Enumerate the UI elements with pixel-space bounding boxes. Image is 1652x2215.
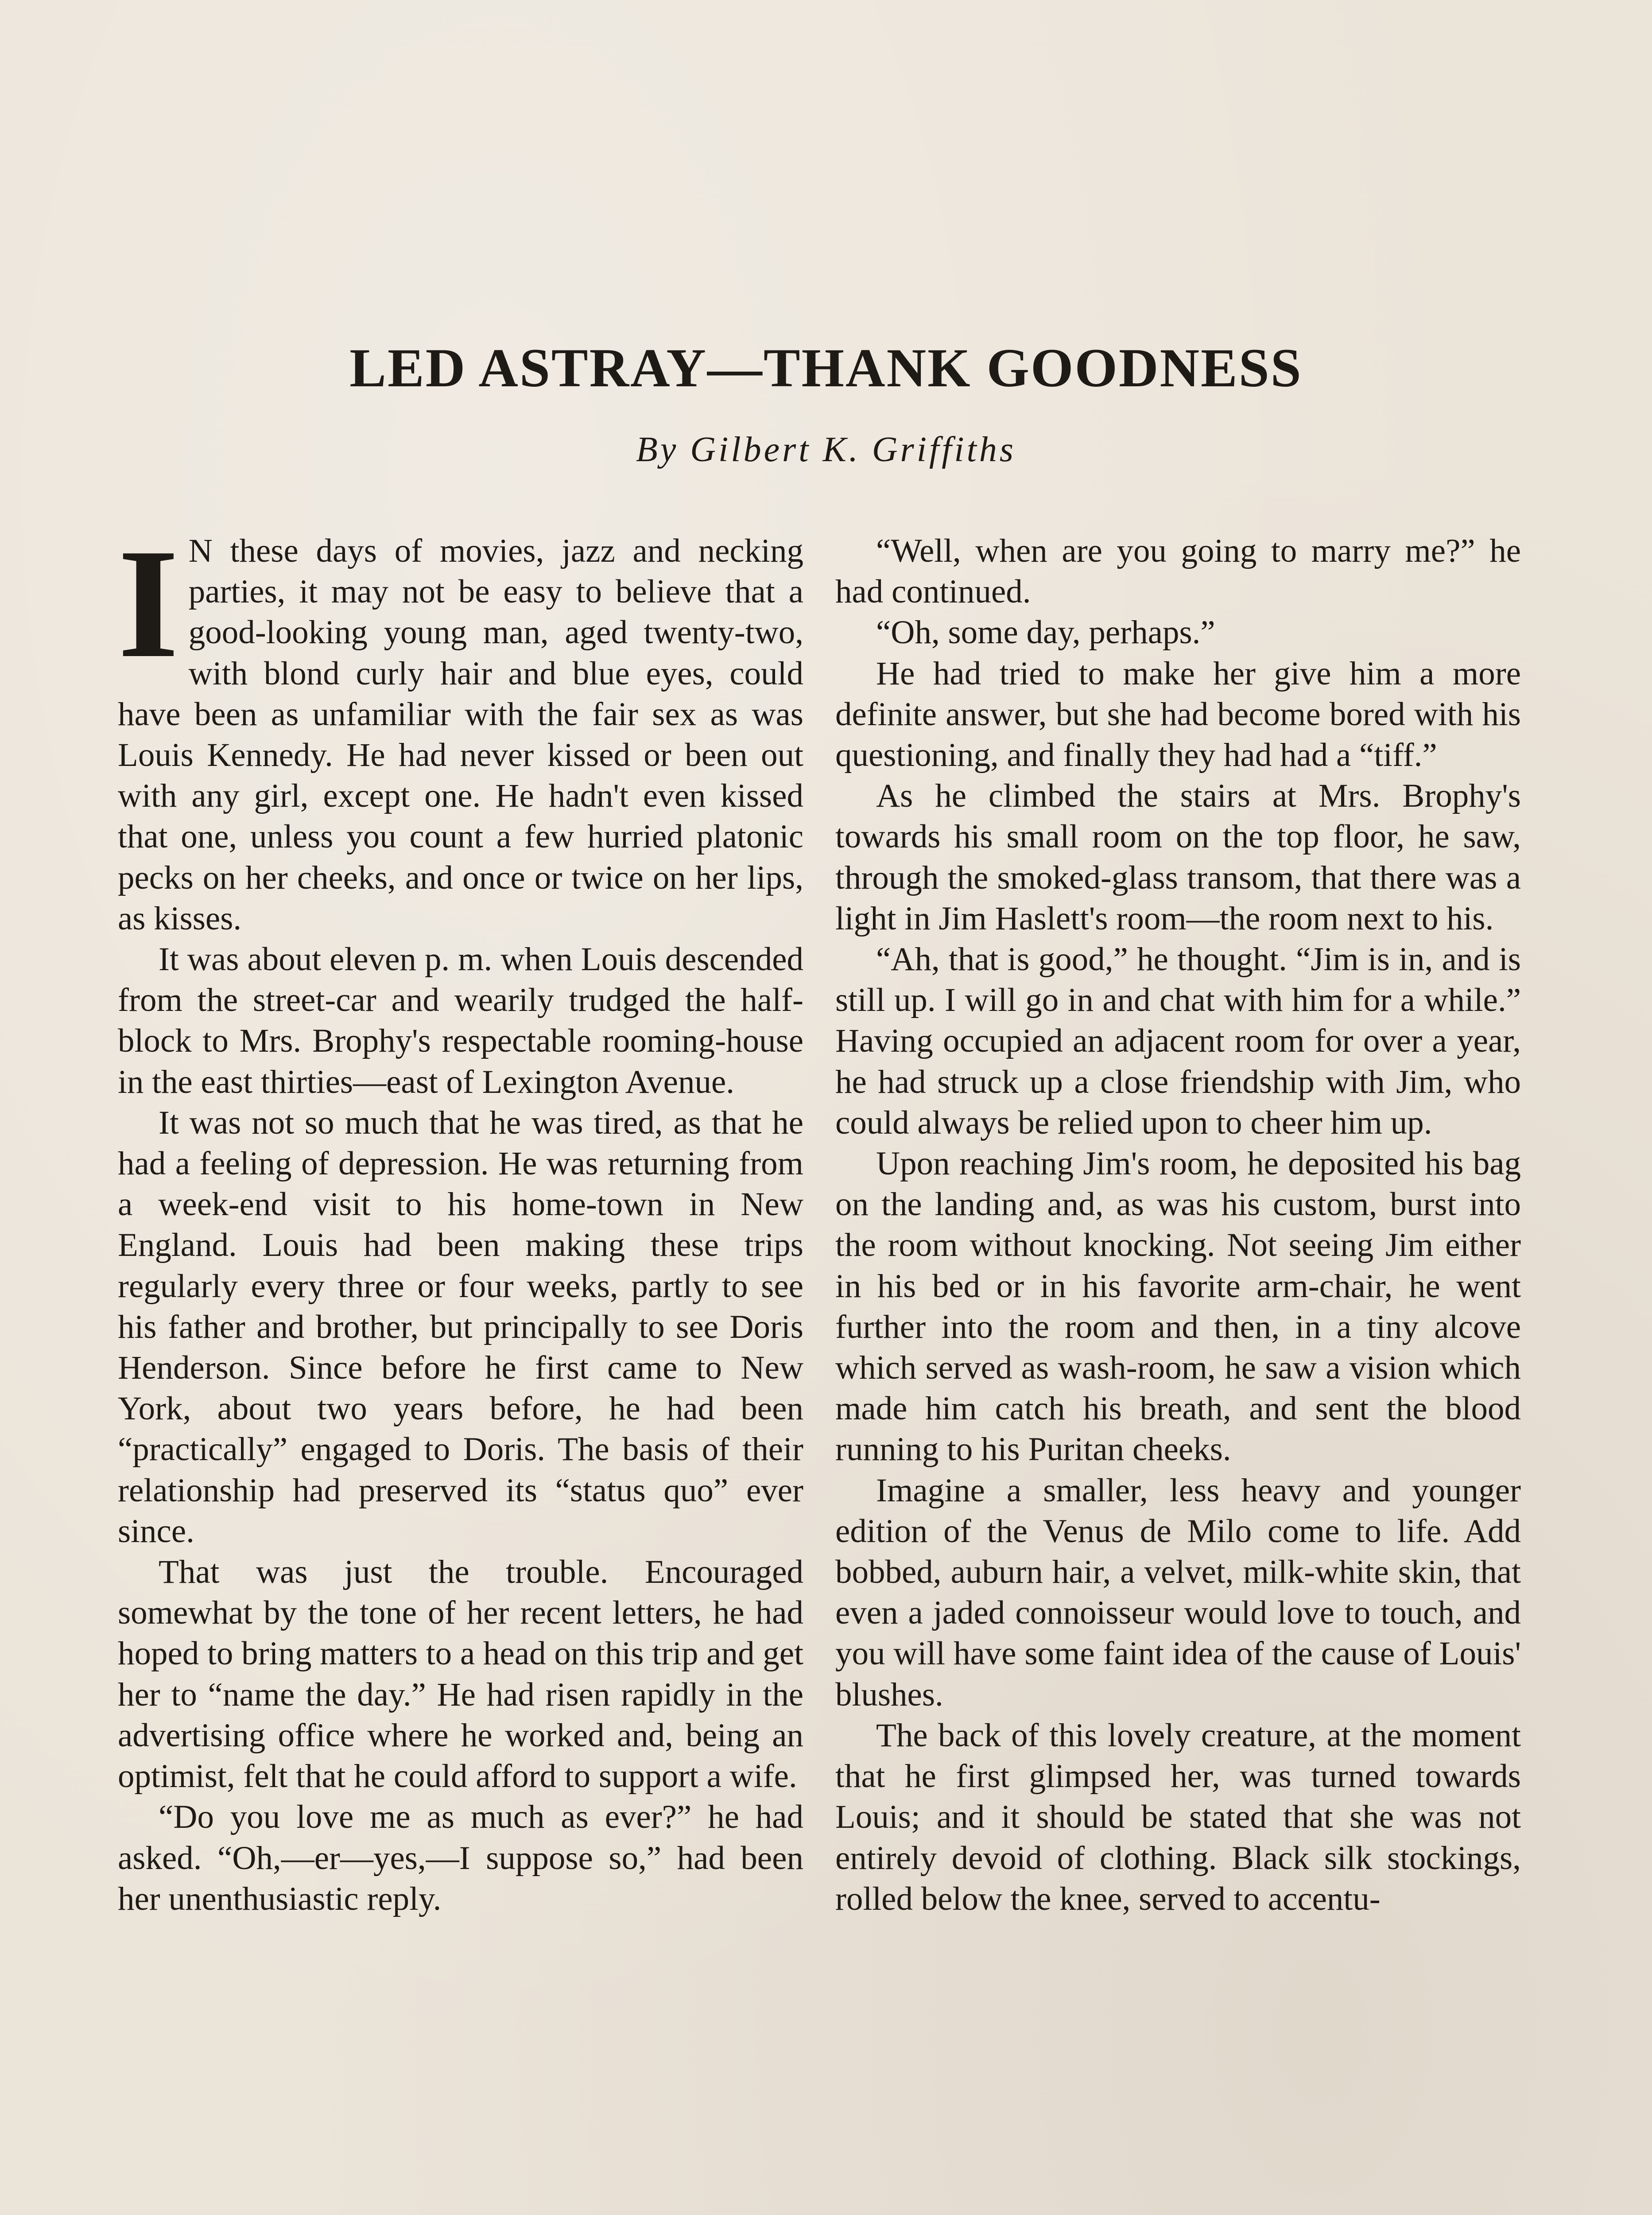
opening-paragraph-text: N these days of movies, jazz and necking parties, it may not be easy to believe that a good-looking young man, aged twenty-two, with blond curly hair and blue eyes, could have been as unfamiliar with the fair sex as was Louis Kennedy. He had never kissed or been out with any girl, except one. He hadn't even kissed that one, unless you count a few hurried platonic pecks on her cheeks, and once or twice on her lips, as kisses. — [118, 532, 803, 937]
paragraph: “Well, when are you going to marry me?” he had continued. — [835, 532, 1521, 610]
paragraph: It was not so much that he was tired, as that he had a feeling of depression. He was returning from a week-end visit to his home-town in New England. Louis had been making these trips regularly every three or four weeks, partly to see his father and brother, but principally to see Doris Henderson. Since before he first came to New York, about two years before, he had been “practically” engaged to Doris. The basis of their relationship had preserved its “status quo” ever since. — [118, 1104, 803, 1550]
paragraph: Imagine a smaller, less heavy and younger edition of the Venus de Milo come to life. Add bobbed, auburn hair, a velvet, milk-white skin, that even a jaded connoisseur would love to touch, and you will have some faint idea of the cause of Louis' blushes. — [835, 1472, 1521, 1713]
drop-cap: I — [118, 517, 179, 690]
paragraph: As he climbed the stairs at Mrs. Brophy's towards his small room on the top floor, he saw, through the smoked-glass transom, that there was a light in Jim Haslett's room—the room next to his. — [835, 777, 1521, 937]
paragraph: That was just the trouble. Encouraged somewhat by the tone of her recent letters, he had hoped to bring matters to a head on this trip and get her to “name the day.” He had risen rapidly in the advertising office where he worked and, being an optimist, felt that he could afford to support a wife. — [118, 1554, 803, 1795]
article-byline: By Gilbert K. Griffiths — [636, 430, 1016, 469]
paragraph: Upon reaching Jim's room, he deposited his bag on the landing and, as was his custom, burst into the room without knocking. Not seeing Jim either in his bed or in his favorite arm-chair, he went further into the room and then, in a tiny alcove which served as wash-room, he saw a vision which made him catch his breath, and sent the blood running to his Puritan cheeks. — [835, 1145, 1521, 1468]
right-column — [835, 531, 1521, 1920]
paragraph: The back of this lovely creature, at the moment that he first glimpsed her, was turned towards Louis; and it should be stated that she was not entirely devoid of clothing. Black silk stockings, rolled below the knee, served to accentu- — [835, 1717, 1521, 1917]
article-title: LED ASTRAY—THANK GOODNESS — [349, 338, 1303, 398]
opening-paragraph — [118, 517, 803, 939]
paragraph: “Oh, some day, perhaps.” — [876, 614, 1215, 651]
paragraph: It was about eleven p. m. when Louis descended from the street-car and wearily trudged the half-block to Mrs. Brophy's respectable rooming-house in the east thirties—east of Lexington Avenue. — [118, 941, 803, 1100]
left-column — [118, 517, 803, 1920]
paragraph: He had tried to make her give him a more definite answer, but she had become bored with his questioning, and finally they had had a “tiff.” — [835, 655, 1521, 774]
paragraph: “Do you love me as much as ever?” he had asked. “Oh,—er—yes,—I suppose so,” had been her unenthusiastic reply. — [118, 1799, 803, 1917]
paragraph: “Ah, that is good,” he thought. “Jim is in, and is still up. I will go in and chat with him for a while.” Having occupied an adjacent room for over a year, he had struck up a close friendship with Jim, who could always be relied upon to cheer him up. — [835, 941, 1521, 1141]
